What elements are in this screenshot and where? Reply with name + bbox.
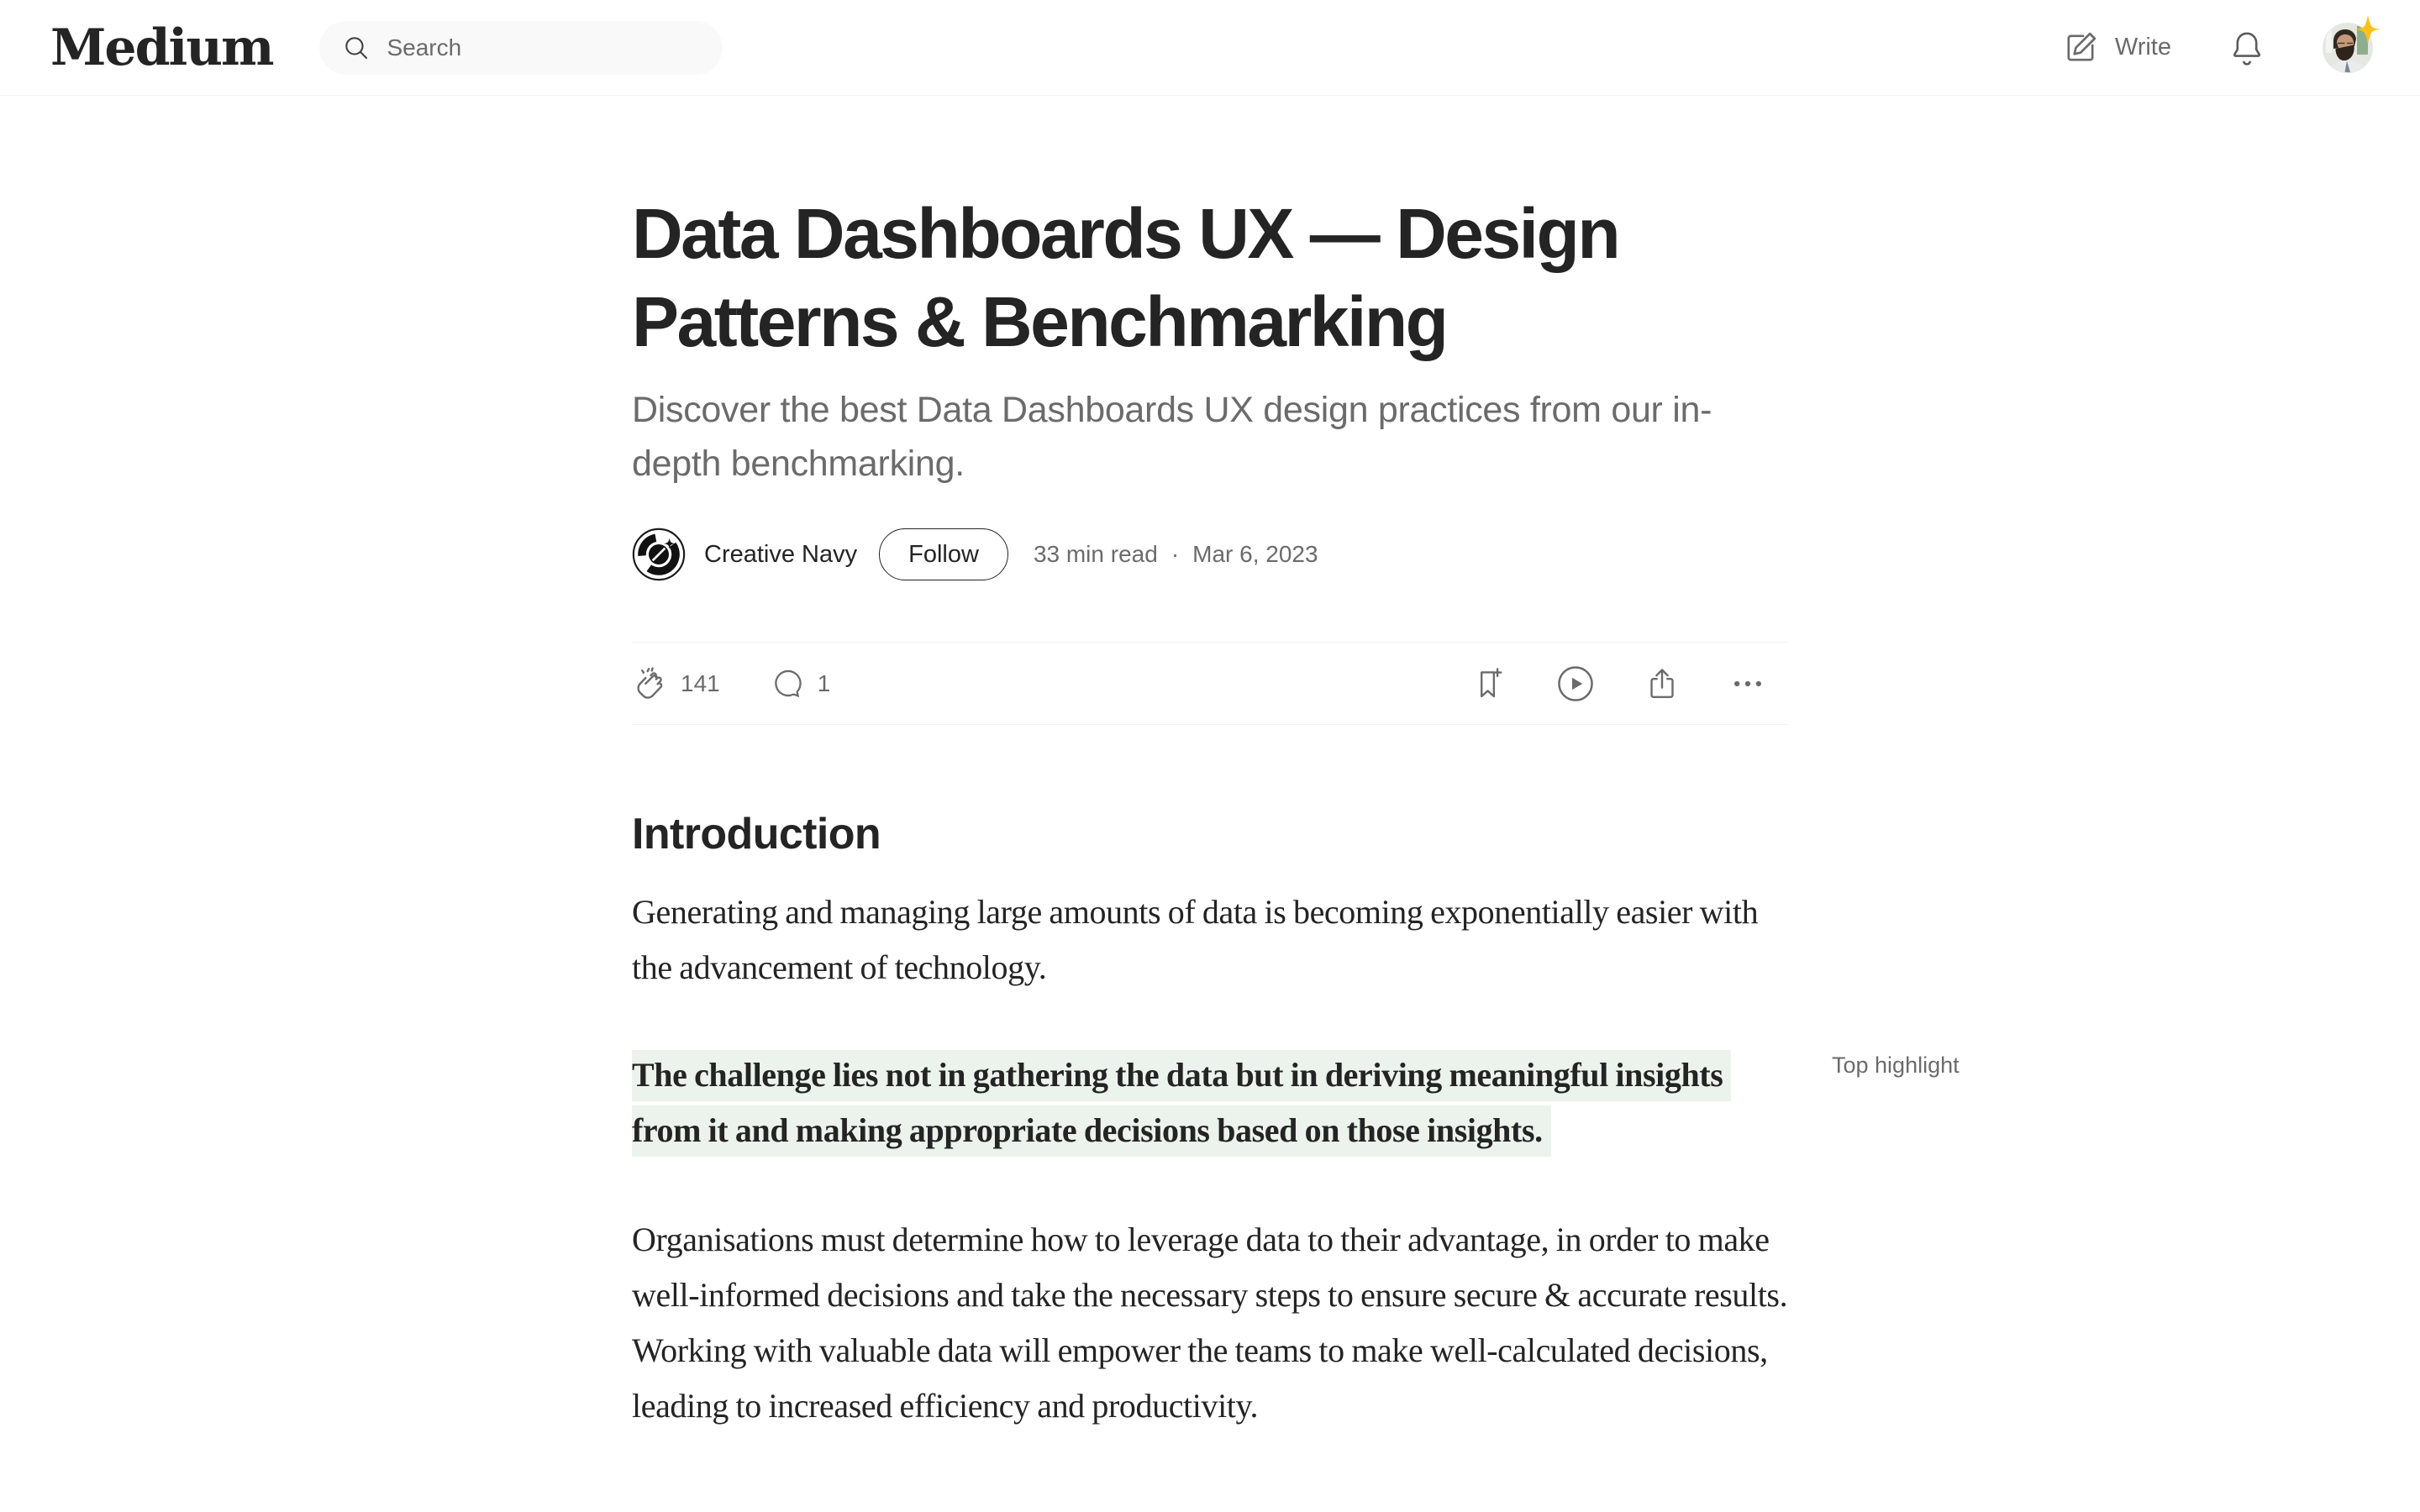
article-meta bbox=[1034, 541, 1318, 568]
author-name[interactable]: Creative Navy bbox=[704, 540, 858, 568]
clap-count: 141 bbox=[681, 669, 720, 696]
article-subtitle: Discover the best Data Dashboards UX design practices from our in-depth benchmarking. bbox=[632, 390, 1712, 484]
top-highlight-label: Top highlight bbox=[1832, 1053, 1960, 1078]
play-circle-icon bbox=[1556, 664, 1595, 703]
write-button[interactable] bbox=[2061, 29, 2171, 67]
user-avatar[interactable] bbox=[2323, 23, 2373, 73]
search-input[interactable] bbox=[387, 34, 701, 61]
follow-button[interactable]: Follow bbox=[879, 528, 1008, 581]
highlighted-paragraph-block bbox=[632, 1047, 1960, 1158]
navbar-actions bbox=[2061, 23, 2373, 73]
medium-logo[interactable]: Medium bbox=[50, 18, 273, 77]
search-bar[interactable] bbox=[319, 21, 723, 75]
notifications-button[interactable] bbox=[2227, 28, 2267, 68]
meta-dot: · bbox=[1171, 541, 1180, 567]
response-count: 1 bbox=[817, 669, 831, 696]
author-row bbox=[632, 528, 1788, 581]
engagement-left bbox=[632, 665, 830, 702]
share-icon bbox=[1644, 665, 1681, 702]
top-highlight-text[interactable]: The challenge lies not in gathering the data but in deriving meaningful insights from it and making appropriate decisions based on those insights. bbox=[632, 1050, 1731, 1157]
share-button[interactable] bbox=[1644, 665, 1681, 702]
engagement-bar bbox=[632, 642, 1788, 725]
responses-button[interactable] bbox=[771, 666, 831, 701]
search-icon bbox=[341, 33, 371, 63]
paragraph: Generating and managing large amounts of data is becoming exponentially easier with the advancement of technology. bbox=[632, 893, 1759, 986]
write-icon bbox=[2061, 29, 2100, 67]
bell-icon bbox=[2227, 28, 2267, 68]
clap-button[interactable] bbox=[632, 665, 720, 702]
write-label: Write bbox=[2114, 34, 2171, 60]
article-page bbox=[632, 190, 1960, 1434]
bookmark-plus-icon bbox=[1470, 665, 1507, 702]
paragraph: Organisations must determine how to leverage data to their advantage, in order to make well-informed decisions and take the necessary steps to ensure secure & accurate results. Working with valuable data will empower the teams to make well-calculated decisions, leading to increased efficiency and productivity. bbox=[632, 1221, 1788, 1425]
paragraph-highlighted bbox=[632, 1047, 1788, 1158]
clap-icon bbox=[632, 665, 669, 702]
save-button[interactable] bbox=[1470, 665, 1507, 702]
comment-icon bbox=[771, 666, 806, 701]
engagement-right bbox=[1470, 664, 1766, 703]
publish-date: Mar 6, 2023 bbox=[1192, 541, 1318, 567]
listen-button[interactable] bbox=[1556, 664, 1595, 703]
article-body bbox=[632, 809, 1960, 1434]
more-options-button[interactable] bbox=[1729, 665, 1766, 702]
ellipsis-icon bbox=[1729, 665, 1766, 702]
top-navbar bbox=[0, 0, 2420, 96]
read-time: 33 min read bbox=[1033, 541, 1158, 567]
section-heading: Introduction bbox=[632, 810, 881, 858]
author-avatar-logo[interactable] bbox=[632, 528, 686, 581]
member-star-icon bbox=[2351, 13, 2385, 46]
article-title: Data Dashboards UX — Design Patterns & Benchmarking bbox=[632, 194, 1619, 361]
